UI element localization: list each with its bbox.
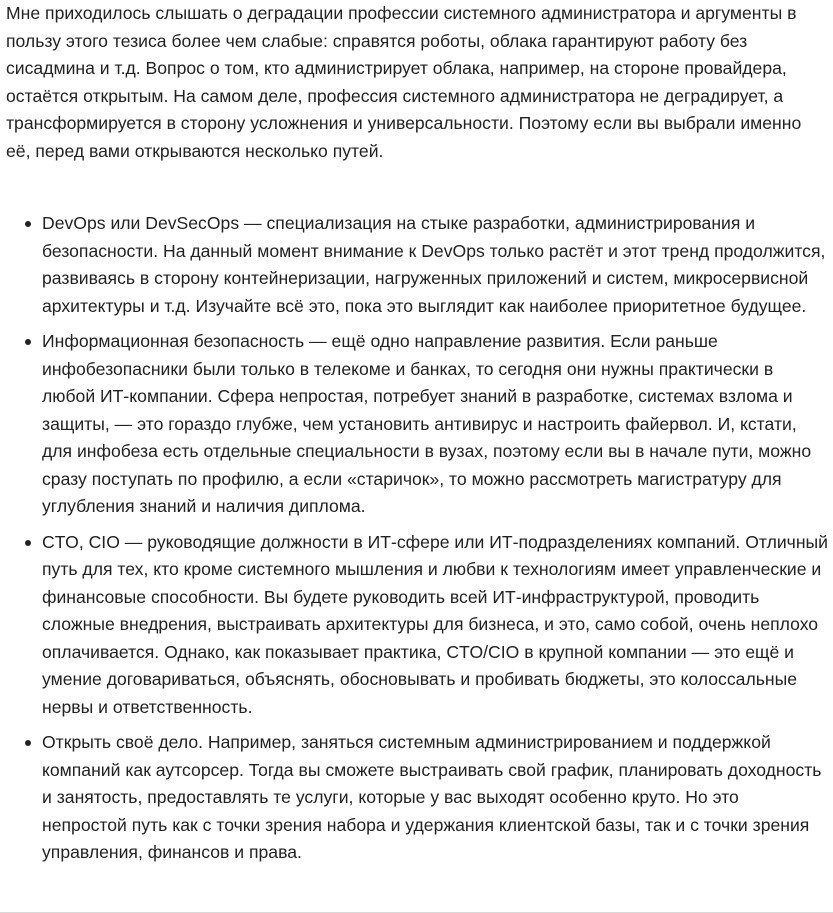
list-item [42, 529, 828, 722]
list-item-text: Открыть своё дело. Например, заняться системным администрированием и поддержкой компаний как аутсорсер. Тогда вы сможете выстраивать свой график, планировать доходность и занятость, предоставлять те услуги, которые у вас выходят особенно круто. Но это непростой путь как с точки зрения набора и удержания клиентской базы, так и с точки зрения управления, финансов и права. [42, 732, 822, 862]
list-item [42, 328, 828, 521]
career-paths-list [6, 210, 828, 867]
bullet-icon [25, 540, 31, 546]
list-item [42, 210, 828, 320]
intro-paragraph: Мне приходилось слышать о деградации профессии системного администратора и аргументы в пользу этого тезиса более чем слабые: справятся роботы, облака гарантируют работу без сисадмина и т.д. Вопрос о том, кто администрирует облака, например, на стороне провайдера, остаётся открытым. На самом деле, профессия системного администратора не деградирует, а трансформируется в сторону усложнения и универсальности. Поэтому если вы выбрали именно её, перед вами открываются несколько путей. [6, 3, 802, 161]
bullet-icon [25, 339, 31, 345]
bullet-icon [25, 221, 31, 227]
list-item [42, 729, 828, 867]
bullet-icon [25, 740, 31, 746]
article-body [6, 0, 828, 875]
list-item-text: DevOps или DevSecOps — специализация на стыке разработки, администрирования и безопасности. На данный момент внимание к DevOps только растёт и этот тренд продолжится, развиваясь в сторону контейнеризации, нагруженных приложений и систем, микросервисной архитектуры и т.д. Изучайте всё это, пока это выглядит как наиболее приоритетное будущее. [42, 213, 826, 316]
list-item-text: Информационная безопасность — ещё одно направление развития. Если раньше инфобезопасники были только в телекоме и банках, то сегодня они нужны практически в любой ИТ-компании. Сфера непростая, потребует знаний в разработке, системах взлома и защиты, — это гораздо глубже, чем установить антивирус и настроить файервол. И, кстати, для инфобеза есть отдельные специальности в вузах, поэтому если вы в начале пути, можно сразу поступать по профилю, а если «старичок», то можно рассмотреть магистратуру для углубления знаний и наличия диплома. [42, 331, 812, 516]
list-item-text: CTO, CIO — руководящие должности в ИТ-сфере или ИТ-подразделениях компаний. Отличный путь для тех, кто кроме системного мышления и любви к технологиям имеет управленческие и финансовые способности. Вы будете руководить всей ИТ-инфраструктурой, проводить сложные внедрения, выстраивать архитектуры для бизнеса, и это, само собой, очень неплохо оплачивается. Однако, как показывает практика, CTO/CIO в крупной компании — это ещё и умение договариваться, объяснять, обосновывать и пробивать бюджеты, это колоссальные нервы и ответственность. [42, 531, 829, 717]
